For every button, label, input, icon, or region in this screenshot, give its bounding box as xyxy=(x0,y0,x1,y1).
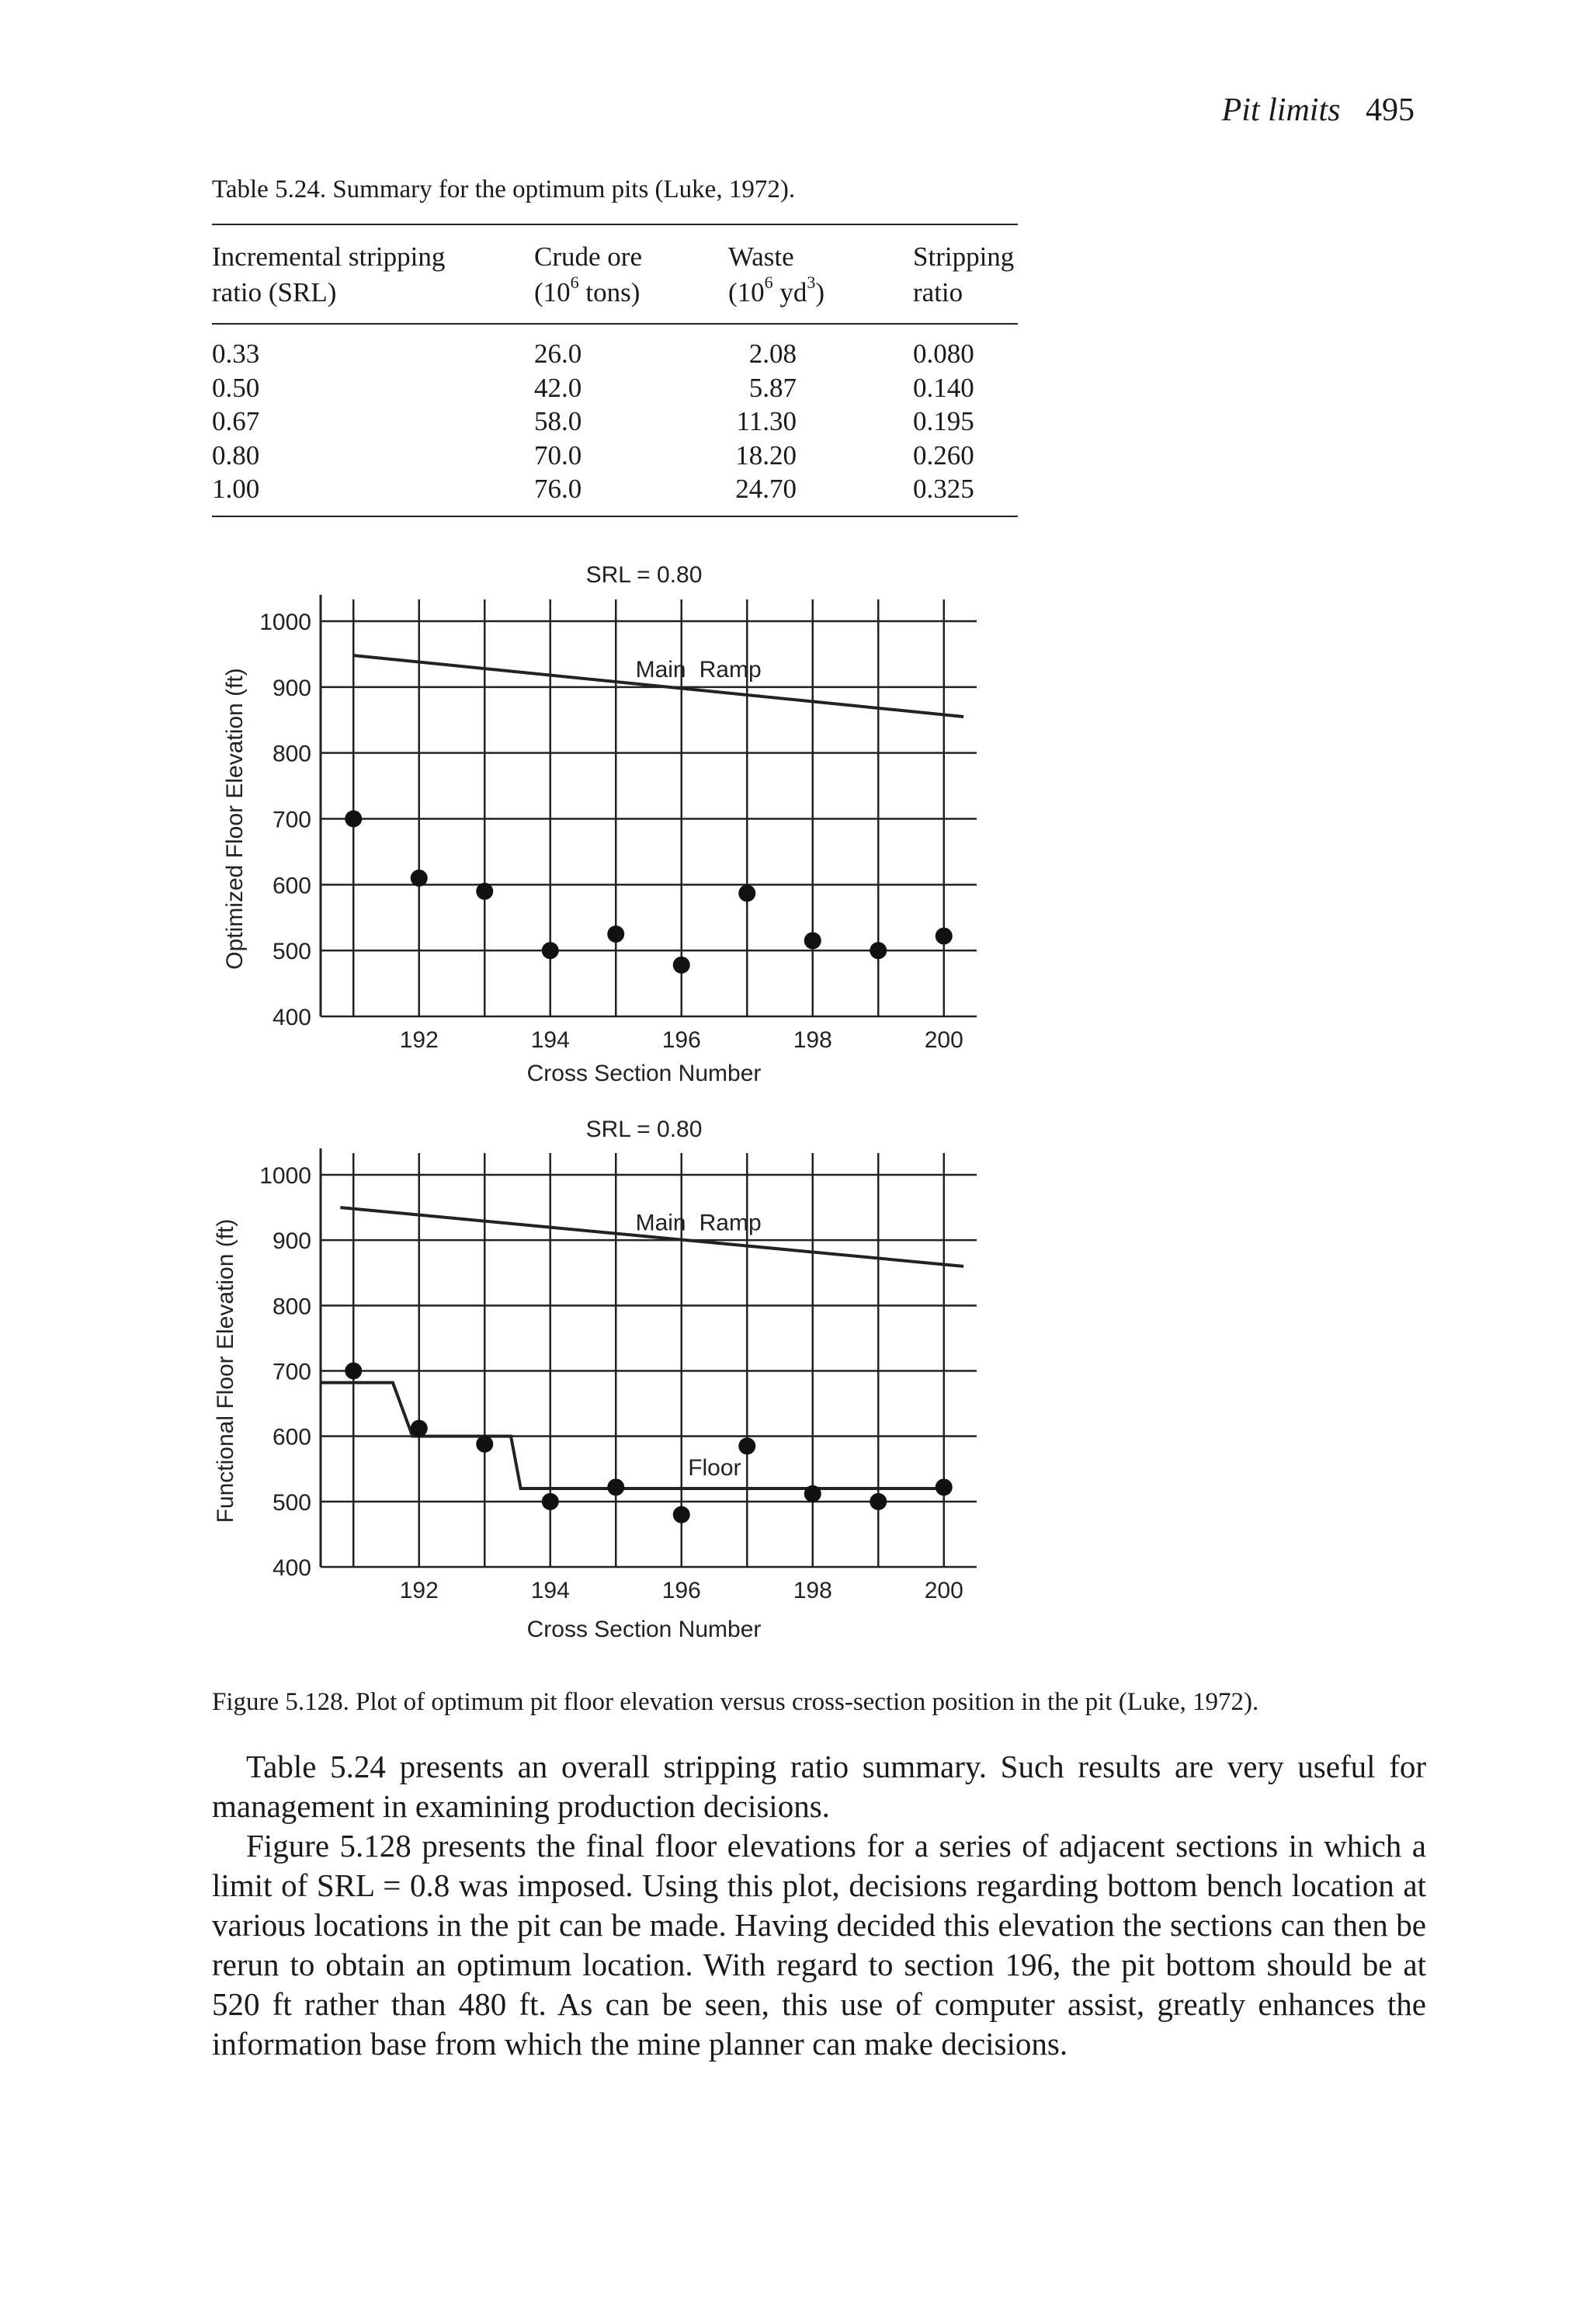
x-tick-label: 194 xyxy=(530,1027,570,1053)
ramp-label-main: Main xyxy=(635,657,686,683)
x-tick-label: 194 xyxy=(530,1578,570,1603)
col-header-waste-line1: Waste xyxy=(728,241,794,272)
data-point xyxy=(345,811,362,828)
cell-srl: 0.80 xyxy=(212,439,260,471)
y-tick-label: 600 xyxy=(272,873,311,899)
x-tick-label: 192 xyxy=(399,1578,439,1603)
y-tick-label: 500 xyxy=(272,939,311,965)
figure-caption: Figure 5.128. Plot of optimum pit floor elevation versus cross-section position in the pit (Luke, 1972). xyxy=(212,1688,1259,1716)
ramp-label-ramp: Ramp xyxy=(699,657,762,683)
y-tick-label: 400 xyxy=(272,1005,311,1030)
x-tick-label: 200 xyxy=(924,1027,963,1053)
data-point xyxy=(476,1436,493,1453)
cell-waste: 11.30 xyxy=(736,406,797,436)
chart-title: SRL = 0.80 xyxy=(585,1117,703,1142)
data-point xyxy=(607,1478,624,1495)
body-text xyxy=(212,1747,1426,2064)
table-header-row xyxy=(212,225,1018,323)
cell-crude-ore: 58.0 xyxy=(534,406,582,436)
col-header-stripping-line1: Stripping xyxy=(913,241,1015,272)
cell-stripping-ratio: 0.140 xyxy=(913,372,974,403)
y-tick-label: 500 xyxy=(272,1489,311,1516)
x-axis-label: Cross Section Number xyxy=(526,1061,762,1086)
col-header-stripping-line2: ratio xyxy=(913,277,963,307)
data-point xyxy=(673,1506,690,1523)
ramp-label-ramp: Ramp xyxy=(699,1210,762,1236)
body-paragraph: Figure 5.128 presents the final floor elevations for a series of adjacent sections in which a limit of SRL = 0.8 was imposed. Using this plot, decisions regarding bottom bench location at various locations in the pit can be made. Having decided this elevation the sections can then be rerun to obtain an optimum location. With regard to section 196, the pit bottom should be at 520 ft rather than 480 ft. As can be seen, this use of computer assist, greatly enhances the information base from which the mine planner can make decisions. xyxy=(212,1828,1426,2062)
table-body xyxy=(212,325,1018,516)
page-number: 495 xyxy=(1366,92,1415,128)
y-tick-label: 900 xyxy=(272,675,311,701)
data-point xyxy=(411,1420,428,1437)
data-point xyxy=(936,1478,953,1495)
cell-crude-ore: 42.0 xyxy=(534,372,582,403)
y-tick-label: 700 xyxy=(272,1359,311,1385)
table-row xyxy=(212,371,1018,405)
cell-stripping-ratio: 0.325 xyxy=(913,474,974,504)
cell-crude-ore: 70.0 xyxy=(534,439,582,471)
table-row xyxy=(212,405,1018,439)
col-header-srl-line2: ratio (SRL) xyxy=(212,277,337,307)
data-point xyxy=(738,884,755,901)
summary-table xyxy=(212,224,1018,517)
cell-crude-ore: 26.0 xyxy=(534,339,582,369)
data-point xyxy=(870,1493,887,1510)
chart-optimized-floor xyxy=(222,562,977,1086)
col-header-stripping-ratio xyxy=(913,239,1018,311)
x-tick-label: 198 xyxy=(793,1027,832,1053)
table-row xyxy=(212,439,1018,473)
table-caption: Table 5.24. Summary for the optimum pits (Luke, 1972). xyxy=(212,175,796,203)
floor-label: Floor xyxy=(688,1455,741,1482)
col-header-crude-ore-line1: Crude ore xyxy=(534,241,642,272)
col-header-waste xyxy=(728,239,913,311)
cell-crude-ore: 76.0 xyxy=(534,474,582,504)
data-point xyxy=(607,926,624,943)
y-tick-label: 700 xyxy=(272,807,311,833)
col-header-crude-ore xyxy=(534,239,728,311)
cell-stripping-ratio: 0.195 xyxy=(913,406,974,436)
cell-srl: 0.33 xyxy=(212,339,260,369)
cell-stripping-ratio: 0.260 xyxy=(913,439,974,471)
data-point xyxy=(542,1493,559,1510)
data-point xyxy=(738,1437,755,1454)
figure-5-128 xyxy=(194,544,1017,1646)
table-row xyxy=(212,472,1018,506)
cell-waste: 24.70 xyxy=(735,474,797,504)
y-tick-label: 800 xyxy=(272,741,311,767)
cell-waste: 18.20 xyxy=(735,439,797,471)
data-point xyxy=(936,928,953,945)
chart-functional-floor xyxy=(213,1117,977,1642)
data-point xyxy=(345,1363,362,1380)
x-axis-label: Cross Section Number xyxy=(526,1617,762,1642)
ramp-label-main: Main xyxy=(635,1210,686,1236)
cell-stripping-ratio: 0.080 xyxy=(913,339,974,369)
running-head xyxy=(1222,92,1415,129)
data-point xyxy=(804,1485,821,1502)
col-header-srl xyxy=(212,239,534,311)
x-tick-label: 192 xyxy=(399,1027,439,1053)
col-header-crude-ore-line2: ($10^6$ tons) xyxy=(534,273,641,307)
x-tick-label: 196 xyxy=(661,1578,701,1603)
table-bottom-rule xyxy=(212,516,1018,517)
data-point xyxy=(870,942,887,959)
y-axis-label: Functional Floor Elevation (ft) xyxy=(213,1218,238,1523)
y-tick-label: 400 xyxy=(272,1555,311,1581)
chart-title: SRL = 0.80 xyxy=(585,562,703,588)
y-tick-label: 800 xyxy=(272,1294,311,1320)
cell-srl: 0.50 xyxy=(212,372,260,403)
table-row xyxy=(212,337,1018,371)
data-point xyxy=(542,942,559,959)
body-paragraph: Table 5.24 presents an overall stripping ratio summary. Such results are very useful for management in examining production decisions. xyxy=(212,1749,1426,1824)
col-header-waste-line2: ($10^6$ $yd^3$) xyxy=(728,273,825,307)
y-axis-label: Optimized Floor Elevation (ft) xyxy=(222,668,248,970)
data-point xyxy=(411,870,428,887)
y-tick-label: 1000 xyxy=(259,1163,311,1189)
cell-srl: 0.67 xyxy=(212,406,260,436)
data-point xyxy=(476,883,493,900)
cell-waste: 2.08 xyxy=(748,339,797,369)
cell-srl: 1.00 xyxy=(212,474,260,504)
y-tick-label: 600 xyxy=(272,1424,311,1450)
y-tick-label: 1000 xyxy=(259,610,311,635)
data-point xyxy=(673,957,690,974)
x-tick-label: 200 xyxy=(924,1578,963,1603)
data-point xyxy=(804,932,821,949)
x-tick-label: 198 xyxy=(793,1578,832,1603)
running-head-title: Pit limits xyxy=(1221,92,1341,128)
col-header-srl-line1: Incremental stripping xyxy=(212,241,446,272)
x-tick-label: 196 xyxy=(661,1027,701,1053)
cell-waste: 5.87 xyxy=(748,372,797,403)
y-tick-label: 900 xyxy=(272,1228,311,1255)
